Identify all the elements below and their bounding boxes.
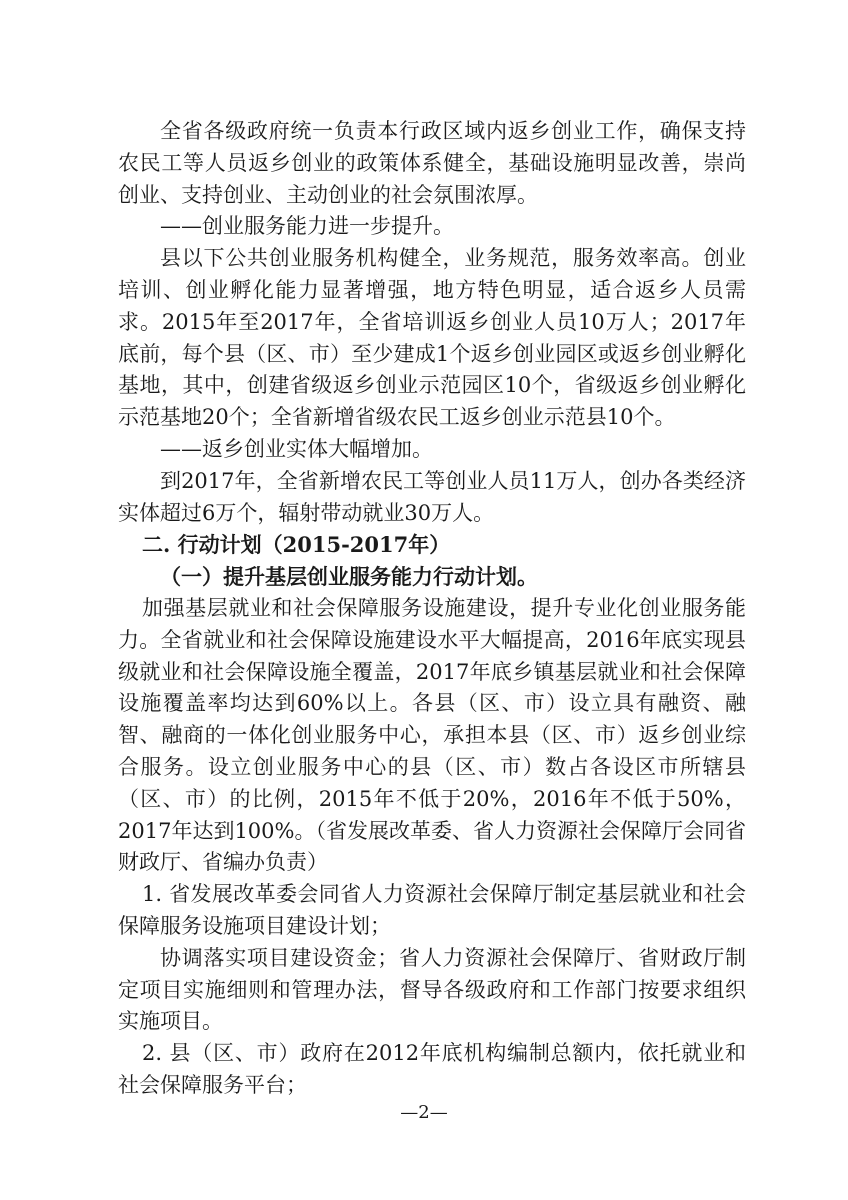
list-item-1: 1. 省发展改革委会同省人力资源社会保障厅制定基层就业和社会保障服务设施项目建设计划； xyxy=(118,882,746,938)
subsection-heading-plan-one: （一）提升基层创业服务能力行动计划。 xyxy=(160,564,538,590)
paragraph-item-1-continued: 协调落实项目建设资金；省人力资源社会保障厅、省财政厅制定项目实施细则和管理办法，督导各级政府和工作部门按要求组织实施项目。 xyxy=(118,945,746,1034)
paragraph-service-capacity: 县以下公共创业服务机构健全，业务规范，服务效率高。创业培训、创业孵化能力显著增强，地方特色明显，适合返乡人员需求。2015年至2017年，全省培训返乡创业人员10万人；2017年底前，每个县（区、市）至少建成1个返乡创业园区或返乡创业孵化基地，其中，创建省级返乡创业示范园区10个，省级返乡创业孵化示范基地20个；全省新增省级农民工返乡创业示范县10个。 xyxy=(118,246,746,430)
paragraph-goal-overview: 全省各级政府统一负责本行政区域内返乡创业工作，确保支持农民工等人员返乡创业的政策体系健全，基础设施明显改善，崇尚创业、支持创业、主动创业的社会氛围浓厚。 xyxy=(118,119,746,207)
page-number: —2— xyxy=(400,1102,448,1123)
paragraph-entities-increase: 到2017年，全省新增农民工等创业人员11万人，创办各类经济实体超过6万个，辐射带动就业30万人。 xyxy=(118,468,746,525)
subheading-service-capacity: ——创业服务能力进一步提升。 xyxy=(160,214,454,239)
subheading-entities-increase: ——返乡创业实体大幅增加。 xyxy=(160,436,433,461)
list-item-2: 2. 县（区、市）政府在2012年底机构编制总额内，依托就业和社会保障服务平台； xyxy=(118,1041,746,1097)
document-body xyxy=(118,116,746,1102)
paragraph-plan-one-detail: 加强基层就业和社会保障服务设施建设，提升专业化创业服务能力。全省就业和社会保障设施建设水平大幅提高，2016年底实现县级就业和社会保障设施全覆盖，2017年底乡镇基层就业和社会保障设施覆盖率均达到60%以上。各县（区、市）设立具有融资、融智、融商的一体化创业服务中心，承担本县（区、市）返乡创业综合服务。设立创业服务中心的县（区、市）数占各设区市所辖县（区、市）的比例，2015年不低于20%，2016年不低于50%，2017年达到100%。（省发展改革委、省人力资源社会保障厅会同省财政厅、省编办负责） xyxy=(118,595,746,875)
section-heading-action-plan: 二. 行动计划（2015-2017年） xyxy=(142,532,451,558)
